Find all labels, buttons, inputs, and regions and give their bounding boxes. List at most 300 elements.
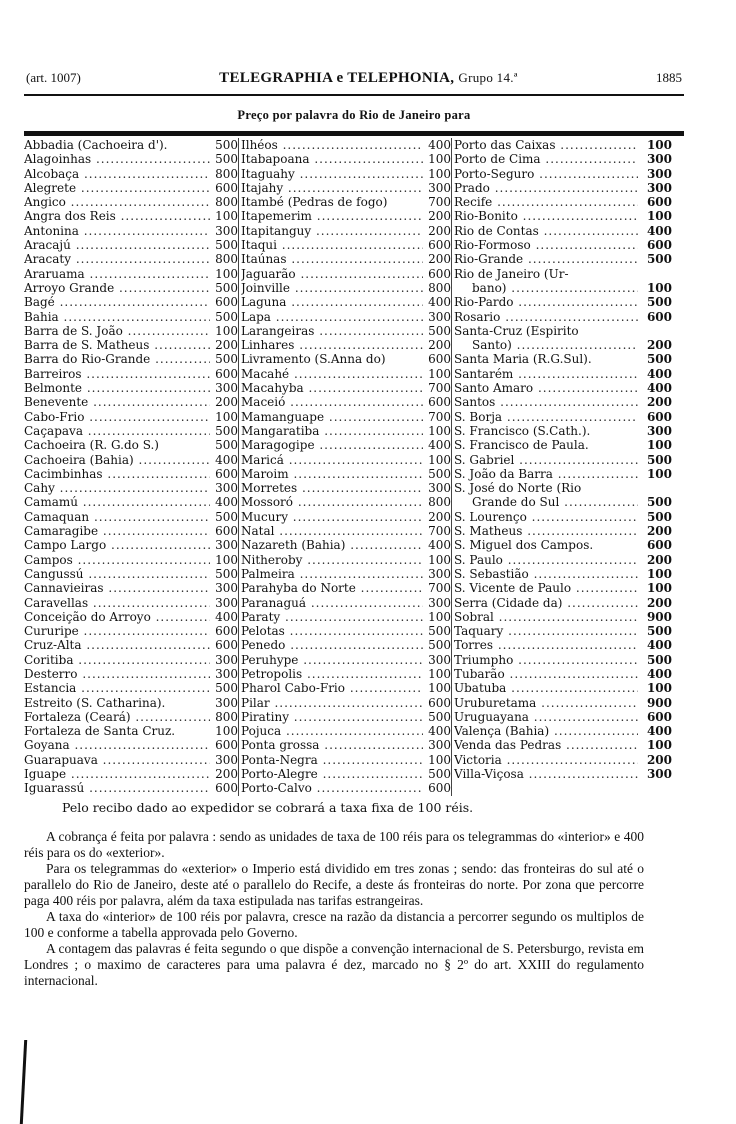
table-row — [241, 567, 451, 581]
table-row — [24, 781, 238, 795]
table-row — [454, 438, 684, 452]
table-row — [241, 724, 451, 738]
destination-name: Cahy ..... — [24, 481, 210, 495]
price-value: 700 — [428, 195, 451, 210]
price-value: 400 — [646, 638, 672, 653]
destination-name: Rio-Pardo ..... — [454, 295, 638, 309]
price-value: 500 — [215, 566, 238, 581]
price-value: 500 — [646, 652, 672, 667]
table-row — [241, 195, 451, 209]
price-value: 500 — [428, 466, 451, 481]
price-value: 100 — [646, 581, 672, 596]
destination-name: Fortaleza de Santa Cruz. — [24, 724, 176, 739]
price-value: 100 — [428, 552, 451, 567]
table-row — [454, 724, 684, 738]
price-value: 200 — [428, 509, 451, 524]
price-value: 100 — [428, 152, 451, 167]
table-row — [24, 138, 238, 152]
table-row — [454, 295, 684, 309]
destination-name: Rio-Formoso ..... — [454, 238, 638, 252]
table-row — [24, 738, 238, 752]
destination-name: Recife ..... — [454, 195, 638, 209]
destination-name: Maroim ..... — [241, 467, 423, 481]
destination-name: Laguna ..... — [241, 295, 423, 309]
destination-name: Alagoinhas ..... — [24, 152, 210, 166]
table-row — [241, 138, 451, 152]
table-column-1 — [24, 138, 238, 796]
table-row — [241, 167, 451, 181]
price-value: 100 — [215, 209, 238, 224]
destination-name: Palmeira ..... — [241, 567, 423, 581]
price-value: 500 — [215, 238, 238, 253]
destination-name: Cruz-Alta ..... — [24, 638, 210, 652]
price-value: 600 — [215, 524, 238, 539]
table-row — [454, 281, 684, 295]
destination-name: S. Francisco de Paula. — [454, 438, 589, 453]
table-row — [24, 367, 238, 381]
table-row — [454, 524, 684, 538]
destination-name: S. Paulo ..... — [454, 553, 638, 567]
destination-name: Rio de Contas ..... — [454, 224, 638, 238]
destination-name: Barra de S. Matheus ..... — [24, 338, 210, 352]
table-row — [24, 209, 238, 223]
table-row — [454, 152, 684, 166]
price-value: 800 — [215, 709, 238, 724]
table-column-2 — [238, 138, 451, 796]
table-row — [454, 538, 684, 552]
destination-name: Abbadia (Cachoeira d'). — [24, 138, 168, 152]
destination-name: Grande do Sul ..... — [454, 495, 638, 509]
destination-name: Antonina ..... — [24, 224, 210, 238]
destination-name: Caravellas ..... — [24, 596, 210, 610]
destination-name: Tubarão ..... — [454, 667, 638, 681]
price-value: 600 — [428, 781, 451, 796]
price-value: 100 — [215, 409, 238, 424]
table-row — [241, 467, 451, 481]
group-label: Grupo 14.ª — [458, 70, 518, 85]
table-row — [241, 696, 451, 710]
price-value: 300 — [215, 752, 238, 767]
price-value: 200 — [646, 524, 672, 539]
price-value: 800 — [215, 252, 238, 267]
destination-name: Estancia ..... — [24, 681, 210, 695]
destination-name: Fortaleza (Ceará) ..... — [24, 710, 210, 724]
price-value: 300 — [215, 695, 238, 710]
table-row — [454, 710, 684, 724]
price-value: 600 — [215, 624, 238, 639]
destination-name: Prado ..... — [454, 181, 638, 195]
table-row — [24, 224, 238, 238]
price-value: 400 — [428, 538, 451, 553]
table-row — [24, 324, 238, 338]
destination-name: Cachoeira (Bahia) ..... — [24, 453, 210, 467]
price-value: 500 — [646, 452, 672, 467]
table-row — [454, 424, 684, 438]
table-row — [241, 524, 451, 538]
table-row — [241, 310, 451, 324]
price-value: 300 — [428, 595, 451, 610]
table-title: Preço por palavra do Rio de Janeiro para — [237, 108, 471, 122]
table-row — [24, 152, 238, 166]
destination-name: Cacimbinhas ..... — [24, 467, 210, 481]
table-row — [454, 238, 684, 252]
destination-name: Alcobaça ..... — [24, 167, 210, 181]
document-page — [24, 70, 684, 989]
table-row — [454, 267, 684, 281]
destination-name: Mucury ..... — [241, 510, 423, 524]
table-row — [241, 395, 451, 409]
explanatory-text — [24, 829, 644, 989]
table-row — [454, 510, 684, 524]
destination-name: Arroyo Grande ..... — [24, 281, 210, 295]
destination-name: Bahia ..... — [24, 310, 210, 324]
destination-name: S. Francisco (S.Cath.). — [454, 423, 591, 438]
destination-name: Nitheroby ..... — [241, 553, 423, 567]
table-row — [454, 310, 684, 324]
price-value: 200 — [646, 552, 672, 567]
destination-name: Bagé ..... — [24, 295, 210, 309]
page-edge-mark — [20, 1040, 27, 1124]
table-row — [24, 381, 238, 395]
destination-name: Ponta-Negra ..... — [241, 753, 423, 767]
price-value: 500 — [646, 509, 672, 524]
destination-name: Nazareth (Bahia) ..... — [241, 538, 423, 552]
table-row — [24, 267, 238, 281]
destination-name: Iguape ..... — [24, 767, 210, 781]
destination-name: Victoria ..... — [454, 753, 638, 767]
price-value: 600 — [428, 352, 451, 367]
price-value: 400 — [428, 724, 451, 739]
destination-name: Barra do Rio-Grande ..... — [24, 352, 210, 366]
price-value: 100 — [428, 681, 451, 696]
destination-name: Porto-Seguro ..... — [454, 167, 638, 181]
running-title — [219, 70, 518, 87]
table-row — [454, 610, 684, 624]
table-row — [241, 424, 451, 438]
destination-name: Coritiba ..... — [24, 653, 210, 667]
price-value: 300 — [428, 481, 451, 496]
destination-name: Penedo ..... — [241, 638, 423, 652]
price-value: 800 — [428, 495, 451, 510]
destination-name: Itajahy ..... — [241, 181, 423, 195]
price-value: 500 — [215, 280, 238, 295]
table-row — [241, 681, 451, 695]
price-value: 400 — [215, 452, 238, 467]
table-row — [24, 310, 238, 324]
destination-name: Aracajú ..... — [24, 238, 210, 252]
table-row — [24, 681, 238, 695]
table-row — [24, 753, 238, 767]
destination-name: S. Sebastião ..... — [454, 567, 638, 581]
destination-name: Itambé (Pedras de fogo) — [241, 195, 388, 210]
price-value: 700 — [428, 524, 451, 539]
table-row — [241, 324, 451, 338]
price-value: 400 — [428, 138, 451, 152]
destination-name: Santos ..... — [454, 395, 638, 409]
destination-name: Cabo-Frio ..... — [24, 410, 210, 424]
price-value: 100 — [646, 280, 672, 295]
destination-name: Guarapuava ..... — [24, 753, 210, 767]
table-row — [241, 624, 451, 638]
table-row — [24, 352, 238, 366]
table-row — [24, 610, 238, 624]
table-row — [454, 224, 684, 238]
price-value: 900 — [646, 609, 672, 624]
price-value: 100 — [428, 423, 451, 438]
table-row — [241, 209, 451, 223]
destination-name: Itabapoana ..... — [241, 152, 423, 166]
table-row — [241, 252, 451, 266]
price-value: 100 — [428, 452, 451, 467]
price-value: 100 — [215, 266, 238, 281]
destination-name: Villa-Viçosa ..... — [454, 767, 638, 781]
table-row — [454, 767, 684, 781]
destination-name: S. Matheus ..... — [454, 524, 638, 538]
table-row — [24, 524, 238, 538]
destination-name: Rio de Janeiro (Ur- — [454, 266, 569, 281]
table-row — [24, 181, 238, 195]
destination-name: Itaúnas ..... — [241, 252, 423, 266]
table-row — [454, 352, 684, 366]
destination-name: Macahyba ..... — [241, 381, 423, 395]
table-row — [454, 653, 684, 667]
table-row — [241, 581, 451, 595]
price-value: 200 — [215, 338, 238, 353]
price-value: 700 — [428, 409, 451, 424]
destination-name: bano) ..... — [454, 281, 638, 295]
destination-name: Lapa ..... — [241, 310, 423, 324]
table-row — [24, 767, 238, 781]
table-row — [241, 267, 451, 281]
price-table — [24, 138, 684, 796]
table-row — [24, 238, 238, 252]
destination-name: Triumpho ..... — [454, 653, 638, 667]
destination-name: Campos ..... — [24, 553, 210, 567]
table-row — [24, 195, 238, 209]
price-value: 400 — [428, 438, 451, 453]
price-value: 100 — [428, 609, 451, 624]
price-value: 300 — [215, 481, 238, 496]
table-row — [454, 324, 684, 338]
destination-name: Cachoeira (R. G.do S.) — [24, 438, 159, 453]
table-row — [454, 410, 684, 424]
table-row — [454, 681, 684, 695]
price-value: 500 — [215, 681, 238, 696]
price-value — [638, 324, 684, 338]
price-value: 100 — [215, 323, 238, 338]
table-row — [241, 352, 451, 366]
destination-name: Pojuca ..... — [241, 724, 423, 738]
price-value: 300 — [215, 595, 238, 610]
destination-name: Porto de Cima ..... — [454, 152, 638, 166]
table-row — [454, 624, 684, 638]
table-row — [454, 638, 684, 652]
table-row — [454, 738, 684, 752]
destination-name: Porto das Caixas ..... — [454, 138, 638, 152]
destination-name: Cururipe ..... — [24, 624, 210, 638]
destination-name: Macahé ..... — [241, 367, 423, 381]
price-value: 900 — [646, 695, 672, 710]
price-value: 400 — [646, 223, 672, 238]
price-value: 600 — [646, 238, 672, 253]
table-row — [241, 495, 451, 509]
price-value: 500 — [215, 152, 238, 167]
price-value: 300 — [215, 652, 238, 667]
page-number: 1885 — [656, 70, 682, 85]
destination-name: Valença (Bahia) ..... — [454, 724, 638, 738]
running-head — [24, 70, 684, 88]
table-row — [24, 510, 238, 524]
table-row — [454, 381, 684, 395]
table-row — [454, 367, 684, 381]
destination-name: Maceió ..... — [241, 395, 423, 409]
destination-name: Peruhype ..... — [241, 653, 423, 667]
table-row — [241, 381, 451, 395]
destination-name: Goyana ..... — [24, 738, 210, 752]
price-value: 400 — [428, 295, 451, 310]
price-value: 500 — [215, 509, 238, 524]
destination-name: Itaqui ..... — [241, 238, 423, 252]
destination-name: Santa Maria (R.G.Sul). — [454, 352, 592, 367]
table-row — [241, 738, 451, 752]
table-row — [24, 338, 238, 352]
paragraph: A contagem das palavras é feita segundo o que dispõe a convenção internacional de S. Petersburgo, revista em Londres ; o maximo de caracteres para uma palavra é dez, marcado no § 2º do art. XXIII do regulamento internacional. — [24, 940, 644, 988]
price-value: 300 — [215, 381, 238, 396]
table-row — [241, 338, 451, 352]
price-value: 500 — [215, 423, 238, 438]
table-row — [454, 667, 684, 681]
table-row — [454, 553, 684, 567]
table-row — [24, 667, 238, 681]
table-row — [454, 567, 684, 581]
price-value: 100 — [646, 209, 672, 224]
table-row — [24, 581, 238, 595]
destination-name: Aracaty ..... — [24, 252, 210, 266]
destination-name: Natal ..... — [241, 524, 423, 538]
price-value: 600 — [646, 309, 672, 324]
price-value: 300 — [428, 738, 451, 753]
price-value: 400 — [646, 381, 672, 396]
destination-name: S. Miguel dos Campos. — [454, 538, 594, 553]
destination-name: S. Lourenço ..... — [454, 510, 638, 524]
destination-name: Estreito (S. Catharina). — [24, 695, 166, 710]
table-row — [241, 438, 451, 452]
destination-name: Petropolis ..... — [241, 667, 423, 681]
destination-name: S. José do Norte (Rio — [454, 481, 582, 496]
price-value: 600 — [428, 238, 451, 253]
price-value: 100 — [428, 166, 451, 181]
price-value: 200 — [428, 209, 451, 224]
destination-name: Maricá ..... — [241, 453, 423, 467]
destination-name: S. Vicente de Paulo ..... — [454, 581, 638, 595]
destination-name: Rosario ..... — [454, 310, 638, 324]
destination-name: Ubatuba ..... — [454, 681, 638, 695]
destination-name: Joinville ..... — [241, 281, 423, 295]
destination-name: Itaguahy ..... — [241, 167, 423, 181]
table-row — [454, 167, 684, 181]
price-value: 400 — [646, 666, 672, 681]
destination-name: Barreiros ..... — [24, 367, 210, 381]
table-row — [241, 767, 451, 781]
table-row — [241, 710, 451, 724]
destination-name: Pilar ..... — [241, 696, 423, 710]
table-row — [24, 481, 238, 495]
destination-name: Angra dos Reis ..... — [24, 209, 210, 223]
price-value: 600 — [215, 466, 238, 481]
destination-name: Taquary ..... — [454, 624, 638, 638]
price-value: 200 — [646, 338, 672, 353]
destination-name: Paranaguá ..... — [241, 596, 423, 610]
table-row — [454, 596, 684, 610]
price-value: 500 — [428, 767, 451, 782]
table-row — [24, 295, 238, 309]
destination-name: Porto-Calvo ..... — [241, 781, 423, 795]
table-row — [241, 510, 451, 524]
table-row — [454, 467, 684, 481]
destination-name: Santa-Cruz (Espirito — [454, 323, 579, 338]
price-value: 200 — [428, 252, 451, 267]
destination-name: Serra (Cidade da) ..... — [454, 596, 638, 610]
destination-name: Cannavieiras ..... — [24, 581, 210, 595]
destination-name: Cangussú ..... — [24, 567, 210, 581]
table-row — [24, 167, 238, 181]
table-row — [454, 453, 684, 467]
article-reference: (art. 1007) — [26, 70, 81, 85]
destination-name: Santo Amaro ..... — [454, 381, 638, 395]
price-value: 500 — [428, 709, 451, 724]
destination-name: Morretes ..... — [241, 481, 423, 495]
price-value: 200 — [215, 395, 238, 410]
destination-name: Belmonte ..... — [24, 381, 210, 395]
table-row — [24, 724, 238, 738]
price-value: 300 — [646, 423, 672, 438]
price-value: 100 — [646, 738, 672, 753]
destination-name: Desterro ..... — [24, 667, 210, 681]
table-row — [454, 495, 684, 509]
table-row — [241, 224, 451, 238]
destination-name: Jaguarão ..... — [241, 267, 423, 281]
price-value: 600 — [215, 781, 238, 796]
destination-name: Paraty ..... — [241, 610, 423, 624]
table-row — [454, 395, 684, 409]
destination-name: Rio-Bonito ..... — [454, 209, 638, 223]
destination-name: Mossoró ..... — [241, 495, 423, 509]
price-value: 500 — [646, 624, 672, 639]
table-row — [241, 610, 451, 624]
table-row — [241, 453, 451, 467]
price-value: 100 — [646, 566, 672, 581]
price-value: 400 — [646, 724, 672, 739]
price-value: 100 — [215, 552, 238, 567]
table-row — [454, 696, 684, 710]
destination-name: Uruguayana ..... — [454, 710, 638, 724]
price-value: 600 — [428, 695, 451, 710]
table-row — [24, 453, 238, 467]
table-row — [24, 596, 238, 610]
destination-name: Rio-Grande ..... — [454, 252, 638, 266]
destination-name: Iguarassú ..... — [24, 781, 210, 795]
section-title: TELEGRAPHIA e TELEPHONIA, — [219, 70, 455, 86]
destination-name: Venda das Pedras ..... — [454, 738, 638, 752]
destination-name: Camamú ..... — [24, 495, 210, 509]
destination-name: Caçapava ..... — [24, 424, 210, 438]
price-value: 400 — [646, 366, 672, 381]
table-rule — [24, 131, 684, 136]
destination-name: Camaragibe ..... — [24, 524, 210, 538]
destination-name: Uruburetama ..... — [454, 696, 638, 710]
table-row — [241, 753, 451, 767]
table-row — [241, 653, 451, 667]
